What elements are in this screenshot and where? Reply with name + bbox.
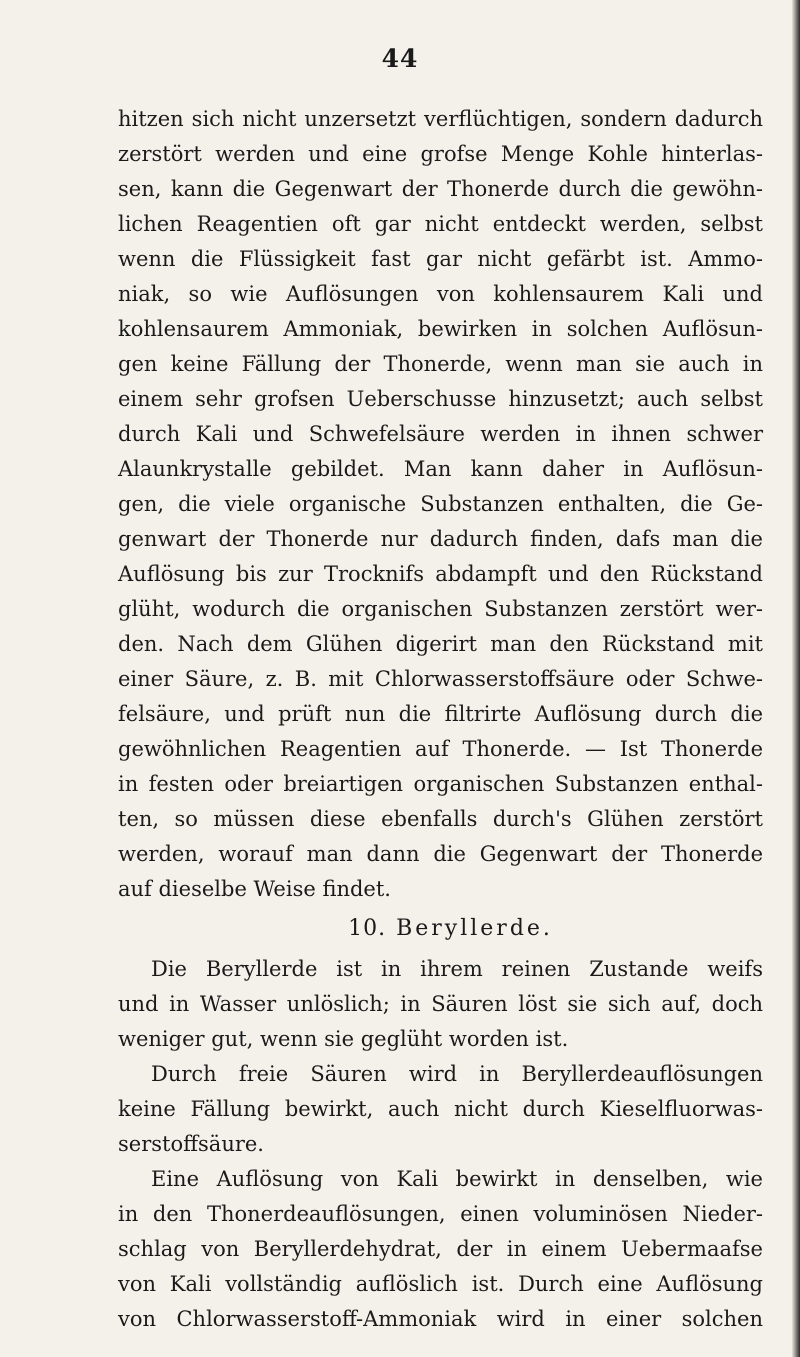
text-line: gen keine Fällung der Thonerde, wenn man sie auch in: [118, 352, 763, 376]
paragraph: [118, 1057, 763, 1162]
text-line: einem sehr grofsen Ueberschusse hinzusetzt; auch selbst: [118, 387, 763, 411]
text-line: serstoffsäure.: [118, 1132, 264, 1156]
text-line: keine Fällung bewirkt, auch nicht durch Kieselfluorwas-: [118, 1097, 763, 1121]
paragraph: [118, 952, 763, 1057]
text-line: kohlensaurem Ammoniak, bewirken in solchen Auflösun-: [118, 317, 763, 341]
text-line: Die Beryllerde ist in ihrem reinen Zustande weifs: [151, 957, 763, 981]
text-line: zerstört werden und eine grofse Menge Kohle hinterlas-: [118, 142, 763, 166]
paragraph-continuation: [118, 102, 763, 907]
text-line: genwart der Thonerde nur dadurch finden, dafs man die: [118, 527, 763, 551]
text-line: gen, die viele organische Substanzen enthalten, die Ge-: [118, 492, 763, 516]
text-line: Auflösung bis zur Trocknifs abdampft und den Rückstand: [118, 562, 763, 586]
text-line: felsäure, und prüft nun die filtrirte Auflösung durch die: [118, 702, 763, 726]
text-line: sen, kann die Gegenwart der Thonerde durch die gewöhn-: [118, 177, 763, 201]
text-line: schlag von Beryllerdehydrat, der in einem Uebermaafse: [118, 1237, 763, 1261]
text-line: glüht, wodurch die organischen Substanzen zerstört wer-: [118, 597, 763, 621]
text-line: wenn die Flüssigkeit fast gar nicht gefärbt ist. Ammo-: [118, 247, 763, 271]
paragraph: [118, 1162, 763, 1337]
text-line: von Chlorwasserstoff-Ammoniak wird in einer solchen: [118, 1307, 763, 1331]
text-line: niak, so wie Auflösungen von kohlensaurem Kali und: [118, 282, 763, 306]
text-line: weniger gut, wenn sie geglüht worden ist.: [118, 1027, 569, 1051]
text-line: lichen Reagentien oft gar nicht entdeckt werden, selbst: [118, 212, 763, 236]
text-line: den. Nach dem Glühen digerirt man den Rückstand mit: [118, 632, 763, 656]
page-number: 44: [381, 44, 419, 73]
text-line: durch Kali und Schwefelsäure werden in ihnen schwer: [118, 422, 763, 446]
text-line: hitzen sich nicht unzersetzt verflüchtigen, sondern dadurch: [118, 107, 763, 131]
page-edge-shadow: [792, 0, 800, 1357]
text-line: Alaunkrystalle gebildet. Man kann daher in Auflösun-: [118, 457, 763, 481]
section-heading: [118, 906, 763, 952]
text-line: von Kali vollständig auflöslich ist. Durch eine Auflösung: [118, 1272, 763, 1296]
text-line: einer Säure, z. B. mit Chlorwasserstoffsäure oder Schwe-: [118, 667, 763, 691]
text-line: in den Thonerdeauflösungen, einen voluminösen Nieder-: [118, 1202, 763, 1226]
text-line: in festen oder breiartigen organischen Substanzen enthal-: [118, 772, 763, 796]
text-line: und in Wasser unlöslich; in Säuren löst sie sich auf, doch: [118, 992, 763, 1016]
section-title: Beryllerde.: [396, 916, 553, 941]
text-line: werden, worauf man dann die Gegenwart der Thonerde: [118, 842, 763, 866]
section-number: 10.: [348, 916, 387, 941]
text-line: Durch freie Säuren wird in Beryllerdeauflösungen: [151, 1062, 763, 1086]
text-line: auf dieselbe Weise findet.: [118, 877, 391, 901]
text-line: gewöhnlichen Reagentien auf Thonerde. — Ist Thonerde: [118, 737, 763, 761]
text-line: Eine Auflösung von Kali bewirkt in denselben, wie: [151, 1167, 763, 1191]
text-line: ten, so müssen diese ebenfalls durch's Glühen zerstört: [118, 807, 763, 831]
